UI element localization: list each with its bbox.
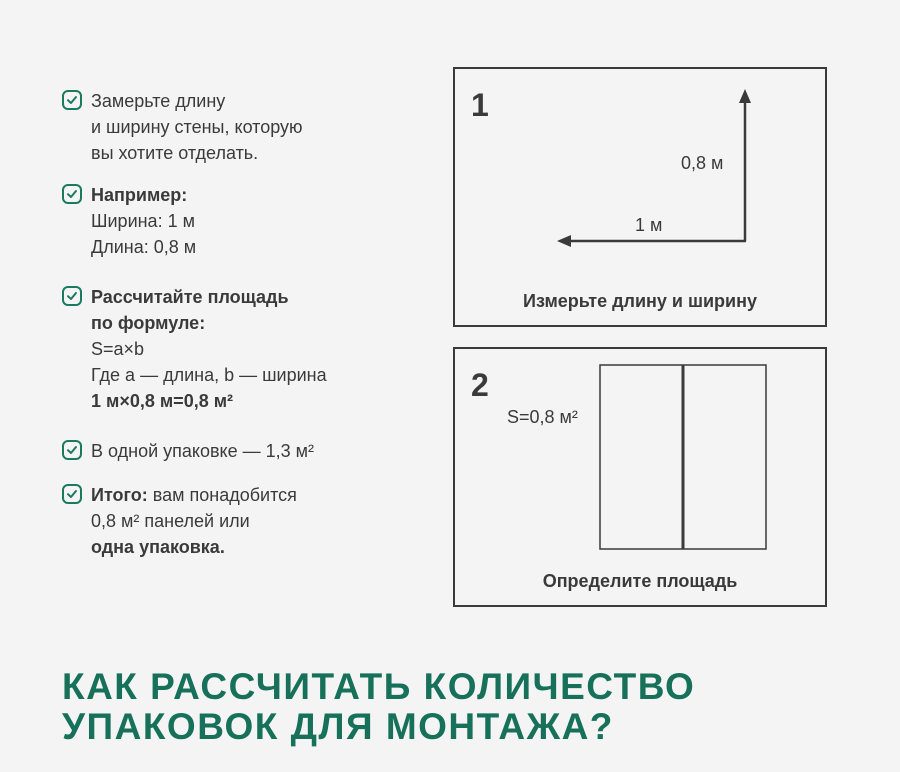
- panel-shape: [455, 349, 825, 605]
- step-heading: Рассчитайте площадь: [91, 287, 289, 307]
- step-heading: по формуле:: [91, 313, 206, 333]
- area-label: S=0,8 м²: [507, 407, 578, 427]
- arrow-up-icon: [739, 89, 751, 103]
- width-label: 1 м: [635, 215, 663, 235]
- page-title: [62, 667, 695, 747]
- check-icon: [62, 90, 82, 110]
- check-icon: [62, 184, 82, 204]
- formula: S=a×b: [91, 339, 145, 359]
- area-diagram: [453, 347, 827, 607]
- title-line: КАК РАССЧИТАТЬ КОЛИЧЕСТВО: [62, 666, 696, 707]
- title-line: УПАКОВОК ДЛЯ МОНТАЖА?: [62, 706, 614, 747]
- step-heading: Например:: [91, 185, 188, 205]
- height-label: 0,8 м: [681, 153, 724, 173]
- step-text: Где a — длина, b — ширина: [91, 365, 327, 385]
- check-icon: [62, 286, 82, 306]
- measure-diagram: [453, 67, 827, 327]
- check-icon: [62, 440, 82, 460]
- step-number: 1: [471, 87, 489, 123]
- box-caption: Определите площадь: [542, 571, 738, 591]
- step-text: Длина: 0,8 м: [91, 237, 197, 257]
- step-text: вы хотите отделать.: [91, 143, 259, 163]
- arrow-left-icon: [557, 235, 571, 247]
- dimension-arrows: [455, 69, 825, 325]
- calculation: 1 м×0,8 м=0,8 м²: [91, 391, 234, 411]
- step-text: и ширину стены, которую: [91, 117, 303, 137]
- box-caption: Измерьте длину и ширину: [523, 291, 757, 311]
- step-result: одна упаковка.: [91, 537, 225, 557]
- step-text: 0,8 м² панелей или: [91, 511, 250, 531]
- step-text: Ширина: 1 м: [91, 211, 195, 231]
- step-text: Замерьте длину: [91, 91, 226, 111]
- check-icon: [62, 484, 82, 504]
- step-text: В одной упаковке — 1,3 м²: [91, 441, 315, 461]
- step-text: вам понадобится: [147, 485, 297, 505]
- step-number: 2: [471, 367, 489, 403]
- step-heading: Итого:: [91, 485, 148, 505]
